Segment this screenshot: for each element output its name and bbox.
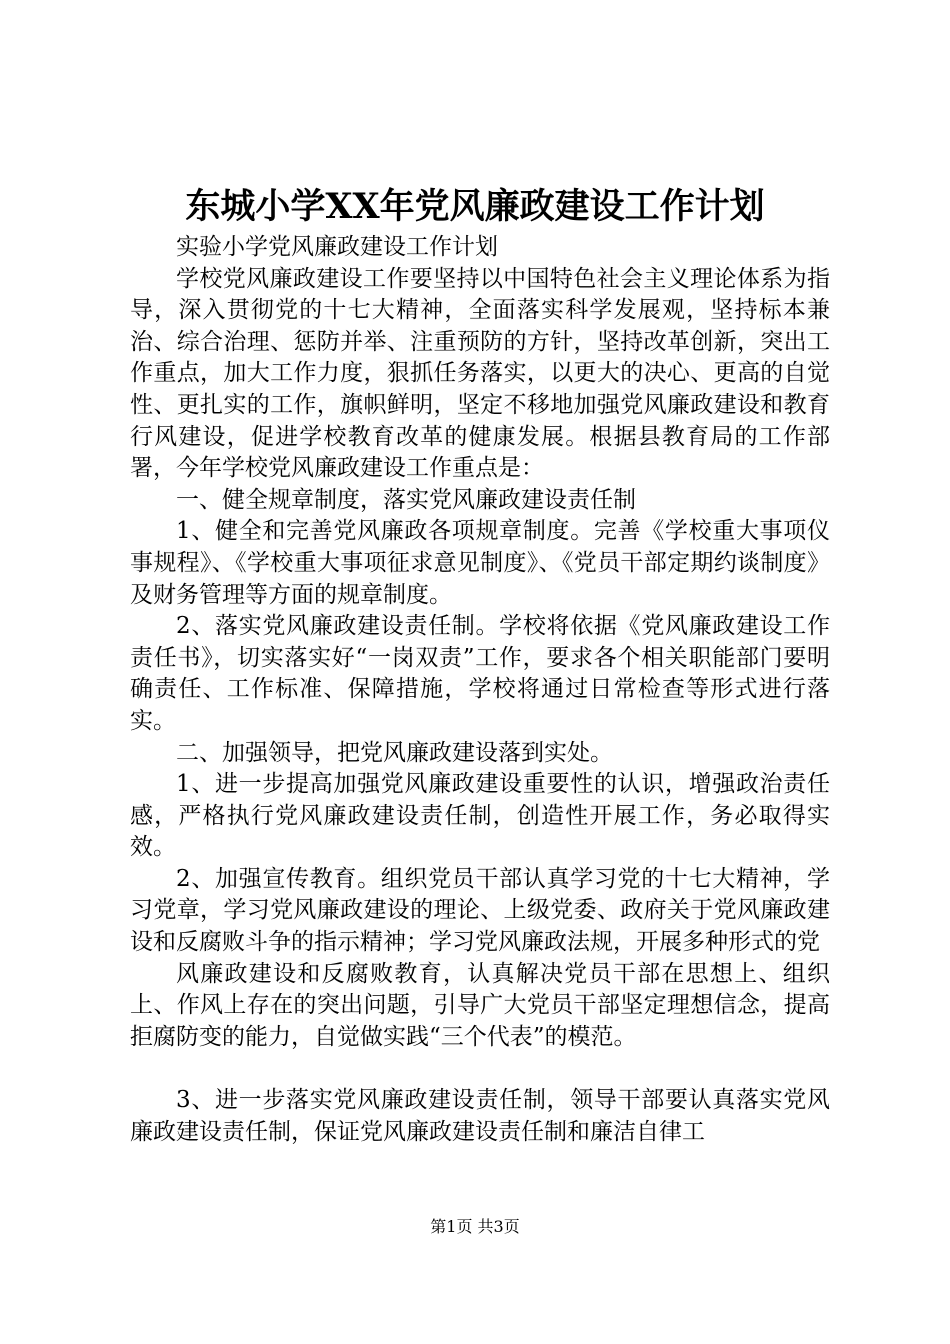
- paragraph-intro: 学校党风廉政建设工作要坚持以中国特色社会主义理论体系为指导，深入贯彻党的十七大精神，全面落实科学发展观，坚持标本兼治、综合治理、惩防并举、注重预防的方针，坚持改革创新，突出工作重点，加大工作力度，狠抓任务落实，以更大的决心、更高的自觉性、更扎实的工作，旗帜鲜明，坚定不移地加强党风廉政建设和教育行风建设，促进学校教育改革的健康发展。根据县教育局的工作部署，今年学校党风廉政建设工作重点是：: [130, 265, 830, 482]
- paragraph-2-3: 3、进一步落实党风廉政建设责任制，领导干部要认真落实党风廉政建设责任制，保证党风廉政建设责任制和廉洁自律工: [130, 1087, 830, 1145]
- page-number-footer: 第1页 共3页: [430, 1217, 520, 1236]
- paragraph-2-2: 2、加强宣传教育。组织党员干部认真学习党的十七大精神，学习党章，学习党风廉政建设的理论、上级党委、政府关于党风廉政建设和反腐败斗争的指示精神；学习党风廉政法规，开展多种形式的党: [130, 865, 830, 956]
- paragraph-spacer: [130, 1053, 830, 1085]
- document-title: 东城小学XX年党风廉政建设工作计划: [185, 186, 765, 227]
- section-heading-2: 二、加强领导，把党风廉政建设落到实处。: [176, 739, 613, 766]
- paragraph-1-2: 2、落实党风廉政建设责任制。学校将依据《党风廉政建设工作责任书》，切实落实好“一岗双责”工作，要求各个相关职能部门要明确责任、工作标准、保障措施，学校将通过日常检查等形式进行落实。: [130, 613, 830, 734]
- paragraph-1-1: 1、健全和完善党风廉政各项规章制度。完善《学校重大事项仪事规程》、《学校重大事项征求意见制度》、《党员干部定期约谈制度》及财务管理等方面的规章制度。: [130, 518, 830, 608]
- section-heading-1: 一、健全规章制度，落实党风廉政建设责任制: [176, 486, 636, 513]
- paragraph-subtitle: 实验小学党风廉政建设工作计划: [176, 234, 498, 260]
- paragraph-2-1: 1、进一步提高加强党风廉政建设重要性的认识，增强政治责任感，严格执行党风廉政建设责任制，创造性开展工作，务必取得实效。: [130, 771, 830, 861]
- paragraph-2-2-cont: 风廉政建设和反腐败教育，认真解决党员干部在思想上、组织上、作风上存在的突出问题，引导广大党员干部坚定理想信念，提高拒腐防变的能力，自觉做实践“三个代表”的模范。: [130, 960, 830, 1050]
- document-body: [130, 232, 830, 1148]
